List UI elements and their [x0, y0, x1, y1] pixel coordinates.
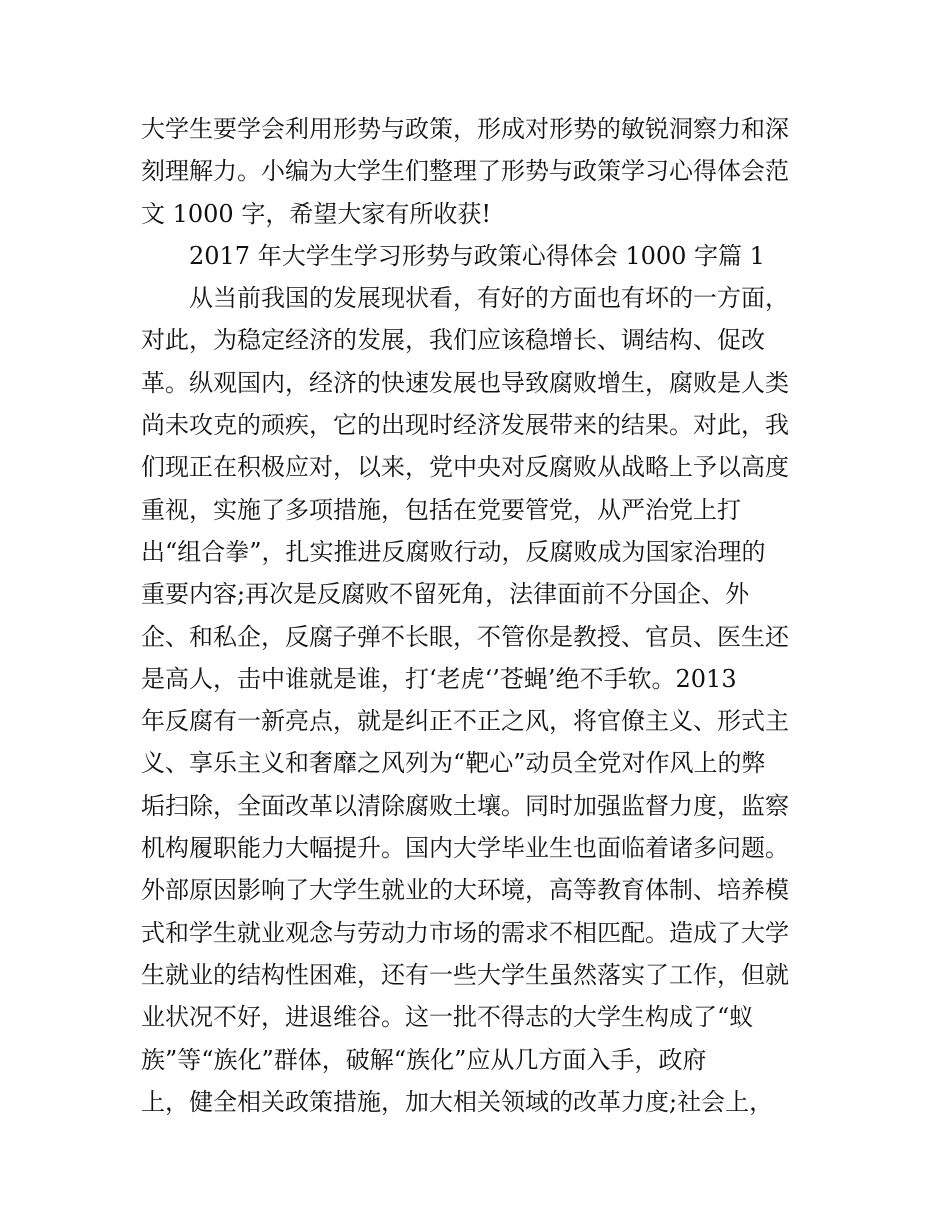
body-line: 革。纵观国内，经济的快速发展也导致腐败增生，腐败是人类	[141, 368, 789, 397]
body-line: 对此，为稳定经济的发展，我们应该稳增长、调结构、促改	[141, 326, 765, 355]
body-line: 垢扫除，全面改革以清除腐败土壤。同时加强监督力度，监察	[141, 791, 789, 820]
section-heading: 2017 年大学生学习形势与政策心得体会 1000 字篇 1	[189, 241, 765, 270]
body-line: 族”等“族化”群体，破解“族化”应从几方面入手，政府	[141, 1045, 707, 1074]
document-text	[141, 108, 821, 1123]
body-line: 重要内容;再次是反腐败不留死角，法律面前不分国企、外	[141, 580, 750, 609]
body-line: 是高人，击中谁就是谁，打‘老虎‘’苍蝇’绝不手软。2013	[141, 664, 737, 693]
intro-line: 文 1000 字，希望大家有所收获!	[141, 199, 491, 228]
body-line: 企、和私企，反腐子弹不长眼，不管你是教授、官员、医生还	[141, 622, 789, 651]
intro-line: 刻理解力。小编为大学生们整理了形势与政策学习心得体会范	[141, 157, 789, 186]
body-line: 们现正在积极应对，以来，党中央对反腐败从战略上予以高度	[141, 453, 789, 482]
body-line: 外部原因影响了大学生就业的大环境，高等教育体制、培养模	[141, 876, 789, 905]
body-line: 从当前我国的发展现状看，有好的方面也有坏的一方面，	[189, 284, 789, 313]
body-line: 机构履职能力大幅提升。国内大学毕业生也面临着诸多问题。	[141, 834, 789, 863]
body-line: 式和学生就业观念与劳动力市场的需求不相匹配。造成了大学	[141, 918, 789, 947]
body-line: 出“组合拳”，扎实推进反腐败行动，反腐败成为国家治理的	[141, 537, 766, 566]
body-line: 上，健全相关政策措施，加大相关领域的改革力度;社会上，	[141, 1087, 774, 1116]
body-line: 生就业的结构性困难，还有一些大学生虽然落实了工作，但就	[141, 960, 789, 989]
body-line: 义、享乐主义和奢靡之风列为“靶心”动员全党对作风上的弊	[141, 749, 766, 778]
body-line: 业状况不好，进退维谷。这一批不得志的大学生构成了“蚁	[141, 1003, 754, 1032]
intro-line: 大学生要学会利用形势与政策，形成对形势的敏锐洞察力和深	[141, 115, 789, 143]
body-line: 重视，实施了多项措施，包括在党要管党，从严治党上打	[141, 495, 741, 524]
body-line: 尚未攻克的顽疾，它的出现时经济发展带来的结果。对此，我	[141, 411, 789, 440]
body-line: 年反腐有一新亮点，就是纠正不正之风，将官僚主义、形式主	[141, 707, 789, 736]
